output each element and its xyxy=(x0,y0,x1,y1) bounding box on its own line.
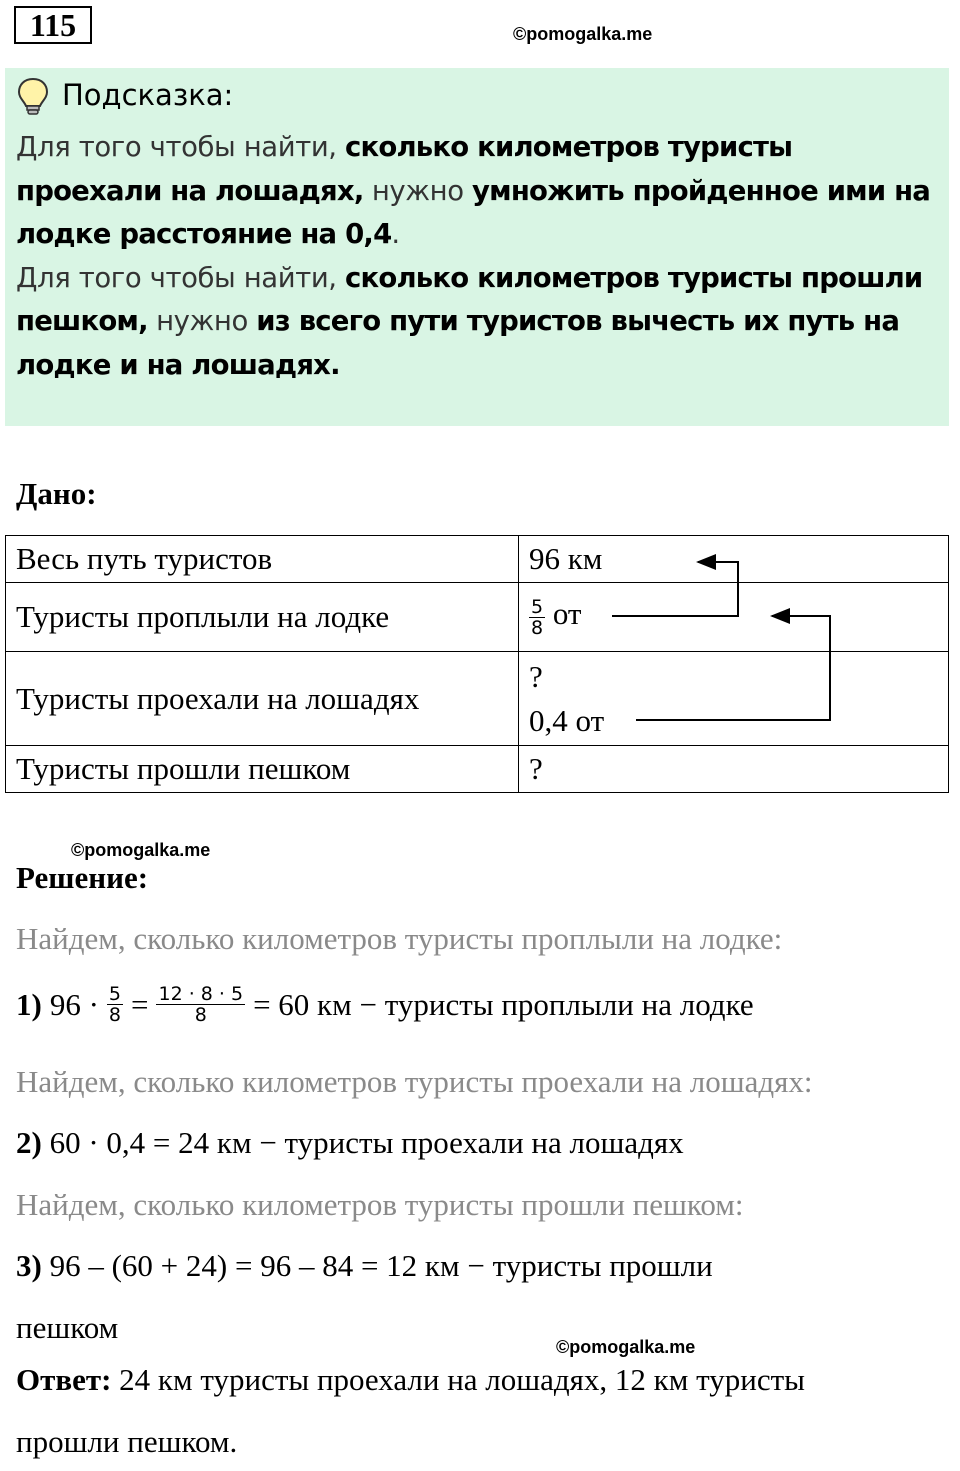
step2-intro: Найдем, сколько километров туристы проехали на лошадях: xyxy=(16,1064,813,1099)
hint-text-part: . xyxy=(391,218,400,250)
hint-text-part: Для того чтобы найти, xyxy=(16,261,345,294)
fraction-denominator: 8 xyxy=(194,1004,207,1026)
step3-text-continued: пешком xyxy=(16,1310,119,1345)
step1-intro: Найдем, сколько километров туристы проплыли на лодке: xyxy=(16,921,783,956)
fraction-denominator: 8 xyxy=(108,1004,121,1026)
answer-label: Ответ: xyxy=(16,1362,112,1397)
fraction-numerator: 5 xyxy=(531,595,544,618)
given-label: Туристы прошли пешком xyxy=(6,746,519,793)
given-label: Весь путь туристов xyxy=(6,536,519,583)
step1-result: = 60 км − туристы проплыли на лодке xyxy=(253,986,754,1022)
answer-text-continued: прошли пешком. xyxy=(16,1424,238,1459)
fraction-numerator: 12 · 8 · 5 xyxy=(158,983,244,1005)
hint-text-bold: сколько километров туристы проехали на лошадях, xyxy=(16,131,793,207)
hint-text-part: нужно xyxy=(363,174,473,207)
hint-text-bold: умножить пройденное ими на лодке расстояние на 0,4 xyxy=(16,174,931,250)
fraction xyxy=(156,984,245,1025)
hint-title: Подсказка: xyxy=(62,78,234,112)
step2-text: 60 · 0,4 = 24 км − туристы проехали на лошадях xyxy=(49,1125,684,1160)
hint-text-bold: из всего пути туристов вычесть их путь на лодке и на лошадях. xyxy=(16,305,900,381)
arrow-horse-to-boat xyxy=(636,616,830,720)
given-value: 96 км xyxy=(519,536,949,583)
given-label: Туристы проплыли на лодке xyxy=(6,583,519,652)
step3 xyxy=(16,1248,713,1284)
task-number: 115 xyxy=(14,6,92,44)
step1-term: 96 · xyxy=(49,986,99,1022)
step2 xyxy=(16,1125,684,1161)
given-value: ? xyxy=(519,746,949,793)
solution-heading: Решение: xyxy=(16,860,149,895)
equals-sign: = xyxy=(131,986,149,1022)
step-number: 3) xyxy=(16,1248,42,1283)
watermark: ©pomogalka.me xyxy=(71,840,211,860)
step-number: 1) xyxy=(16,986,42,1022)
fraction-numerator: 5 xyxy=(108,983,121,1005)
given-value-top: ? xyxy=(529,658,543,694)
hint-text-part: нужно xyxy=(147,305,257,337)
watermark: ©pomogalka.me xyxy=(513,24,653,44)
fraction xyxy=(107,984,123,1025)
step-number: 2) xyxy=(16,1125,42,1160)
hint-text-part: Для того чтобы найти, xyxy=(16,131,345,163)
given-label: Туристы проехали на лошадях xyxy=(6,652,519,746)
answer xyxy=(16,1362,805,1398)
step3-intro: Найдем, сколько километров туристы прошли пешком: xyxy=(16,1187,744,1222)
given-value-bottom: 0,4 от xyxy=(529,702,605,738)
given-heading: Дано: xyxy=(16,476,97,511)
given-value-suffix: от xyxy=(552,596,582,632)
hint-text-bold: сколько километров туристы прошли пешком, xyxy=(16,261,923,337)
fraction-denominator: 8 xyxy=(531,616,544,639)
step1 xyxy=(16,984,754,1025)
watermark: ©pomogalka.me xyxy=(556,1337,696,1357)
step3-text: 96 – (60 + 24) = 96 – 84 = 12 км − туристы прошли xyxy=(49,1248,713,1283)
arrow-boat-to-total xyxy=(612,562,738,616)
answer-text: 24 км туристы проехали на лошадях, 12 км туристы xyxy=(119,1362,805,1397)
